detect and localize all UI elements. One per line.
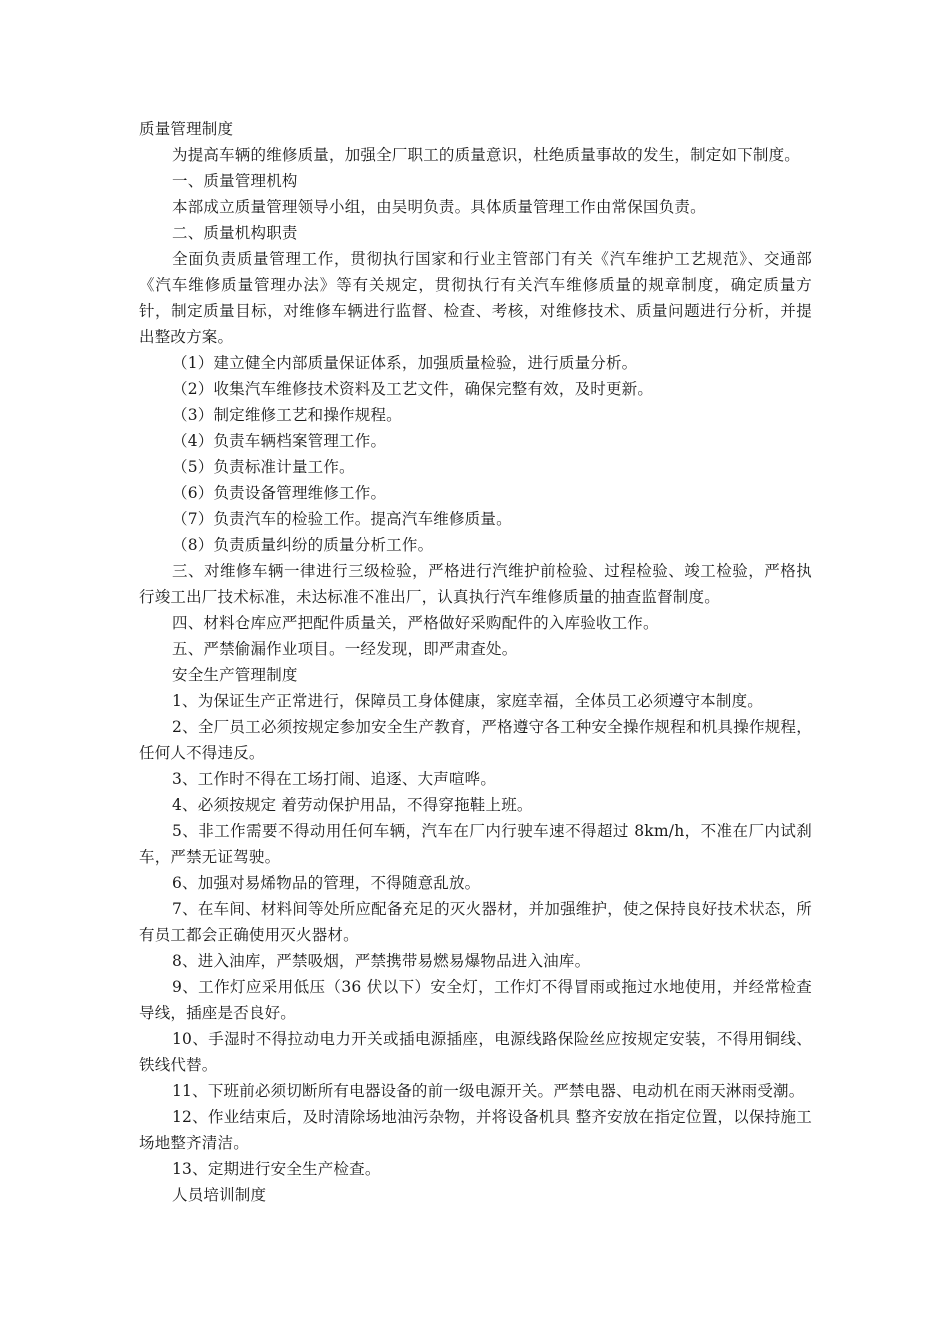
paragraph: 本部成立质量管理领导小组，由吴明负责。具体质量管理工作由常保国负责。	[172, 198, 706, 216]
rule-item: 4、必须按规定 着劳动保护用品，不得穿拖鞋上班。	[172, 796, 533, 814]
rule-item: 7、在车间、材料间等处所应配备充足的灭火器材，并加强维护，使之保持良好技术状态，所有员工都会正确使用灭火器材。	[139, 900, 812, 944]
document-body	[139, 116, 812, 1208]
rule-item: 5、非工作需要不得动用任何车辆，汽车在厂内行驶车速不得超过 8km/h，不准在厂内试刹车，严禁无证驾驶。	[139, 822, 812, 866]
rule-item: 8、进入油库，严禁吸烟，严禁携带易燃易爆物品进入油库。	[172, 952, 591, 970]
rule-item: 13、定期进行安全生产检查。	[172, 1160, 381, 1178]
section-heading: 一、质量管理机构	[172, 172, 298, 190]
rule-item: 2、全厂员工必须按规定参加安全生产教育，严格遵守各工种安全操作规程和机具操作规程，任何人不得违反。	[139, 718, 812, 762]
rule-item: 10、手湿时不得拉动电力开关或插电源插座，电源线路保险丝应按规定安装，不得用铜线、铁线代替。	[139, 1030, 812, 1074]
section-title: 安全生产管理制度	[172, 666, 298, 684]
list-item: （5）负责标准计量工作。	[172, 458, 355, 476]
paragraph: 全面负责质量管理工作，贯彻执行国家和行业主管部门有关《汽车维护工艺规范》、交通部《汽车维修质量管理办法》等有关规定，贯彻执行有关汽车维修质量的规章制度，确定质量方针，制定质量目标，对维修车辆进行监督、检查、考核，对维修技术、质量问题进行分析，并提出整改方案。	[139, 250, 812, 346]
paragraph: 三、对维修车辆一律进行三级检验，严格进行汽维护前检验、过程检验、竣工检验，严格执行竣工出厂技术标准，未达标准不准出厂，认真执行汽车维修质量的抽查监督制度。	[139, 562, 812, 606]
list-item: （8）负责质量纠纷的质量分析工作。	[172, 536, 434, 554]
rule-item: 9、工作灯应采用低压（36 伏以下）安全灯，工作灯不得冒雨或拖过水地使用，并经常检查导线，插座是否良好。	[139, 978, 812, 1022]
rule-item: 3、工作时不得在工场打闹、追逐、大声喧哗。	[172, 770, 497, 788]
list-item: （7）负责汽车的检验工作。提高汽车维修质量。	[172, 510, 512, 528]
rule-item: 6、加强对易烯物品的管理，不得随意乱放。	[172, 874, 481, 892]
list-item: （6）负责设备管理维修工作。	[172, 484, 387, 502]
paragraph: 五、严禁偷漏作业项目。一经发现，即严肃查处。	[172, 640, 518, 658]
list-item: （2）收集汽车维修技术资料及工艺文件，确保完整有效，及时更新。	[172, 380, 654, 398]
list-item: （4）负责车辆档案管理工作。	[172, 432, 387, 450]
section-heading: 二、质量机构职责	[172, 224, 298, 242]
paragraph: 四、材料仓库应严把配件质量关，严格做好采购配件的入库验收工作。	[172, 614, 659, 632]
list-item: （1）建立健全内部质量保证体系，加强质量检验，进行质量分析。	[172, 354, 638, 372]
rule-item: 11、下班前必须切断所有电器设备的前一级电源开关。严禁电器、电动机在雨天淋雨受潮。	[172, 1082, 805, 1100]
rule-item: 12、作业结束后，及时清除场地油污杂物，并将设备机具 整齐安放在指定位置，以保持施工场地整齐清洁。	[139, 1108, 812, 1152]
document-title: 质量管理制度	[139, 120, 234, 138]
list-item: （3）制定维修工艺和操作规程。	[172, 406, 402, 424]
intro-paragraph: 为提高车辆的维修质量，加强全厂职工的质量意识，杜绝质量事故的发生，制定如下制度。	[172, 146, 801, 164]
rule-item: 1、为保证生产正常进行，保障员工身体健康，家庭幸福，全体员工必须遵守本制度。	[172, 692, 763, 710]
section-title: 人员培训制度	[172, 1186, 267, 1204]
